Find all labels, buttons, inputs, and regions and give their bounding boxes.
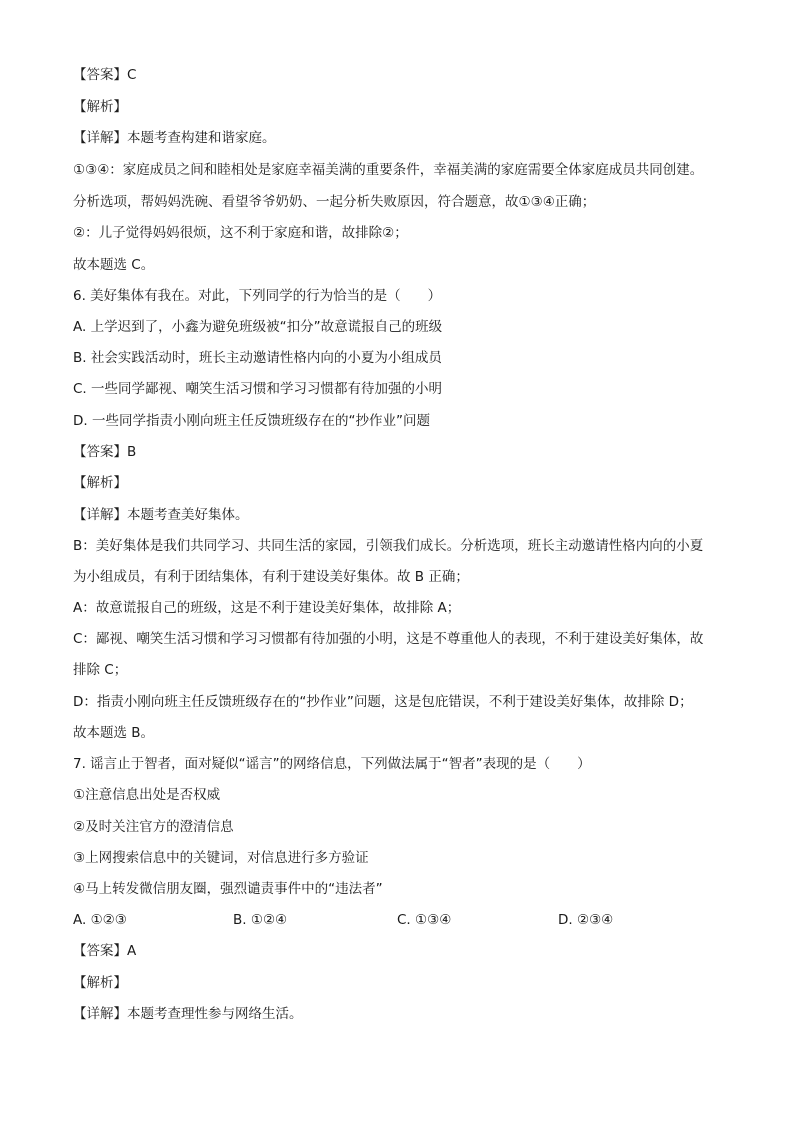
q7-item-3: ③上网搜索信息中的关键词，对信息进行多方验证 <box>73 850 369 866</box>
q6-option-c: C. 一些同学鄙视、嘲笑生活习惯和学习习惯都有待加强的小明 <box>73 381 443 397</box>
q6-option-b: B. 社会实践活动时，班长主动邀请性格内向的小夏为小组成员 <box>73 350 442 366</box>
q6-conclusion: 故本题选 B。 <box>73 725 155 741</box>
q6-a-explanation: A：故意谎报自己的班级，这是不利于建设美好集体，故排除 A； <box>73 600 461 616</box>
q7-analysis-label: 【解析】 <box>73 975 127 991</box>
q5-answer: 【答案】C <box>73 67 137 83</box>
q6-detail: 【详解】本题考查美好集体。 <box>73 507 249 523</box>
q6-d-explanation: D：指责小刚向班主任反馈班级存在的“抄作业”问题，这是包庇错误，不利于建设美好集体，故排除 D； <box>73 694 693 710</box>
q6-c-explanation-line-1: C：鄙视、嘲笑生活习惯和学习习惯都有待加强的小明，这是不尊重他人的表现，不利于建设美好集体，故 <box>73 631 704 647</box>
q7-option-c: C. ①③④ <box>397 912 452 928</box>
q6-option-a: A. 上学迟到了，小鑫为避免班级被“扣分”故意谎报自己的班级 <box>73 319 443 335</box>
q5-conclusion: 故本题选 C。 <box>73 257 155 273</box>
q5-paragraph-1-line-2: 分析选项，帮妈妈洗碗、看望爷爷奶奶、一起分析失败原因，符合题意，故①③④正确； <box>73 194 596 210</box>
q6-option-d: D. 一些同学指责小刚向班主任反馈班级存在的“抄作业”问题 <box>73 413 430 429</box>
q5-paragraph-1-line-1: ①③④：家庭成员之间和睦相处是家庭幸福美满的重要条件，幸福美满的家庭需要全体家庭成员共同创建。 <box>73 162 704 178</box>
q6-c-explanation-line-2: 排除 C； <box>73 662 128 678</box>
q6-stem: 6. 美好集体有我在。对此，下列同学的行为恰当的是（ ） <box>73 288 442 304</box>
q7-item-4: ④马上转发微信朋友圈，强烈谴责事件中的“违法者” <box>73 881 383 897</box>
q7-stem: 7. 谣言止于智者，面对疑似“谣言”的网络信息，下列做法属于“智者”表现的是（ ） <box>73 756 591 772</box>
q7-item-2: ②及时关注官方的澄清信息 <box>73 819 234 835</box>
q7-option-d: D. ②③④ <box>558 912 614 928</box>
q7-option-a: A. ①②③ <box>73 912 127 928</box>
q6-answer: 【答案】B <box>73 444 137 460</box>
q5-paragraph-2: ②：儿子觉得妈妈很烦，这不利于家庭和谐，故排除②； <box>73 225 408 241</box>
q7-answer: 【答案】A <box>73 943 137 959</box>
q7-item-1: ①注意信息出处是否权威 <box>73 787 221 803</box>
q7-option-b: B. ①②④ <box>233 912 288 928</box>
q6-b-explanation-line-1: B：美好集体是我们共同学习、共同生活的家园，引领我们成长。分析选项，班长主动邀请性格内向的小夏 <box>73 538 704 554</box>
q5-detail: 【详解】本题考查构建和谐家庭。 <box>73 130 276 146</box>
q6-analysis-label: 【解析】 <box>73 475 127 491</box>
q6-b-explanation-line-2: 为小组成员，有利于团结集体，有利于建设美好集体。故 B 正确； <box>73 569 469 585</box>
q7-detail: 【详解】本题考查理性参与网络生活。 <box>73 1006 303 1022</box>
q5-analysis-label: 【解析】 <box>73 99 127 115</box>
